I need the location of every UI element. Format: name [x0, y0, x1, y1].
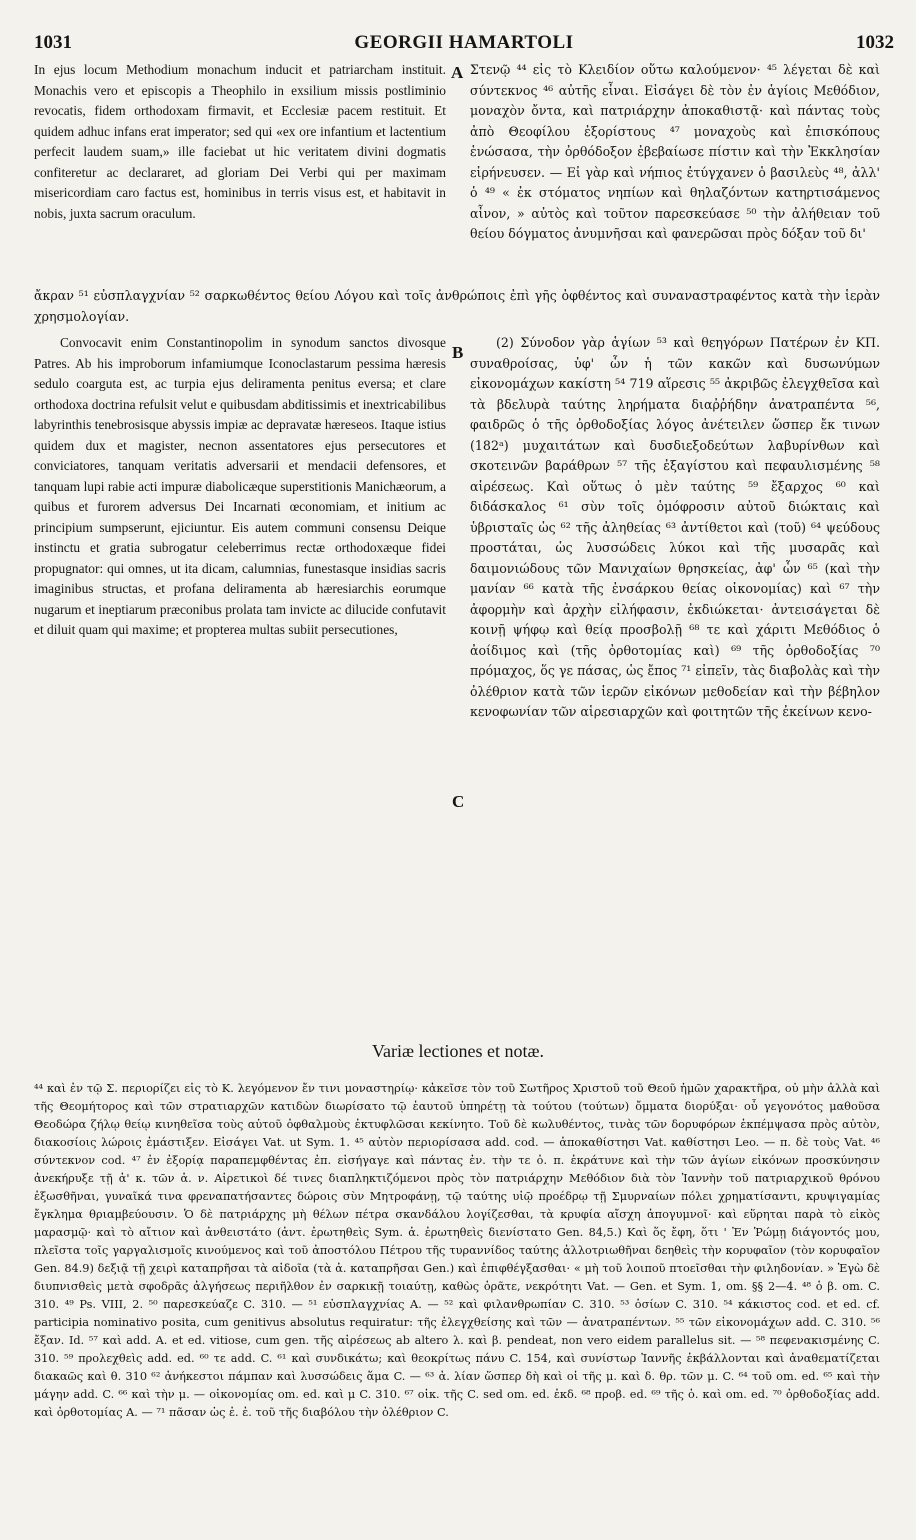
greek-full-width-line: [34, 286, 880, 327]
latin-column-section-b: [34, 333, 446, 641]
running-title: GEORGII HAMARTOLI: [354, 32, 574, 53]
latin-paragraph-1: In ejus locum Methodium monachum inducit et patriarcham instituit. Monachis vero et episcopis a Theophilo in exsilium missis postliminio revocatis, fidem orthodoxam firmavit, et Ecclesiæ pacem restituit. Et quidem adhuc infans erat imperator; sed qui «ex ore infantium et lactentium perfecit laudem suam,» ille faciebat ut hic veritatem divini dogmatis confiteretur ac declararet, ad gloriam Dei Verbi qui per maximam misericordiam caro factus est, hominibus in terris visus est, et habitavit in nobis, juxta sacrum oraculum.: [34, 62, 446, 221]
greek-column-section-b: [470, 333, 880, 723]
greek-column-section-a: [470, 60, 880, 290]
notes-heading: Variæ lectiones et notæ.: [372, 1041, 544, 1061]
latin-paragraph-2: Convocavit enim Constantinopolim in synodum sanctos divosque Patres. Ab his improborum infamiumque Iconoclastarum pessima hæresis sedulo coarguta est, ac turpia ejus deliramenta penitus eversa; et clare orthodoxa doctrina refulsit velut e quibusdam abditissimis et inextricabilibus labyrinthis tenebrosisque abyssis impiæ ac depravatæ hæreseos. Itaque istius quidem dux et magister, necnon assentatores ejus persecutores et conviciatores, tanquam veritatis adversarii et mendacii defensores, et tanquam lupi rabie acti impuræ diabolicæque superstitionis Manichæorum, a quibus et furorem adversus Dei Incarnati œconomiam, et initium ac principium sumpserunt, ejiciuntur. Eis autem communi consensu Deique instinctu et gratia subrogatur celeberrimus rectæ orthodoxæque fidei propugnator: qui omnes, ut ita dicam, calumnias, funestasque insidias sacris imaginibus structas, et profana deliramenta ab hæresiarchis eorumque nugarum et ineptiarum præconibus prolata tam invicte ac dilucide confutavit et diluit quam qui maxime; et propterea multas subiit persecutiones,: [34, 335, 446, 637]
running-header: [34, 32, 894, 56]
greek-paragraph-2: (2) Σύνοδον γὰρ ἁγίων ⁵³ καὶ θεηγόρων Πατέρων ἐν ΚΠ. συναθροίσας, ὑφ' ὧν ἡ τῶν κακῶν καὶ δυσωνύμων εἰκονομάχων κακίστη ⁵⁴ 719 αἵρεσις ⁵⁵ ἀκριβῶς ἐλεγχθεῖσα καὶ τὰ βδελυρὰ ταύτης ληρήματα διαῤῥήδην ἀνατραπέντα ⁵⁶, φαιδρῶς ὁ τῆς ὀρθοδοξίας λόγος ἀνέτειλεν ὥσπερ ἔκ τινων (182ᵃ) μυχαιτάτων καὶ δυσδιεξοδεύτων λαβυρίνθων καὶ σκοτεινῶν βαράθρων ⁵⁷ τῆς ἐξαγίστου καὶ πεφαυλισμένης ⁵⁸ αἱρέσεως. Καὶ οὕτως ὁ μὲν ταύτης ⁵⁹ ἔξαρχος ⁶⁰ καὶ διδάσκαλος ⁶¹ σὺν τοῖς ὁμόφροσιν αὐτοῦ διώκταις καὶ ὑβρισταῖς ὡς ⁶² τῆς ἀληθείας ⁶³ ἀντίθετοι καὶ (τοῦ) ⁶⁴ ψεύδους προστάται, ὡς λυσσώδεις λύκοι καὶ τῆς μυσαρᾶς καὶ δαιμονιώδους τῶν Μανιχαίων θρησκείας, ἀφ' ὧν ⁶⁵ (καὶ τὴν μανίαν ⁶⁶ κατὰ τῆς ἐνσάρκου θείας οἰκονομίας) καὶ ⁶⁷ τὴν ἀφορμὴν καὶ ἀρχὴν εἰλήφασιν, ἐκδιώκεται· ἀντεισάγεται δὲ κοινῇ ψήφῳ καὶ θείᾳ προσβολῇ ⁶⁸ τε καὶ χάριτι Μεθόδιος ὁ ἀοίδιμος καὶ (τῆς ὀρθοτομίας καὶ) ⁶⁹ τῆς ὀρθοδοξίας ⁷⁰ πρόμαχος, ὅς γε πάσας, ὡς ἔπος ⁷¹ εἰπεῖν, τὰς διαβολὰς καὶ τὴν ὀλέθριον κατὰ τῶν ἱερῶν εἰκόνων μεθοδείαν καὶ τὴν βέβηλον κενοφωνίαν τῶν αἱρεσιαρχῶν καὶ φοιτητῶν τῆς ἐκείνων κενο-: [470, 335, 880, 719]
margin-letter-b: B: [452, 343, 464, 362]
margin-letter-a: A: [451, 63, 464, 82]
latin-column-section-a: [34, 60, 446, 290]
notes-block: [34, 1080, 880, 1422]
left-page-number: 1031: [34, 32, 72, 53]
greek-continuation: ἄκραν ⁵¹ εὐσπλαγχνίαν ⁵² σαρκωθέντος θείου Λόγου καὶ τοῖς ἀνθρώποις ἐπὶ γῆς ὀφθέντος καὶ συναναστραφέντος κατὰ τὴν ἱερὰν χρησμολογίαν.: [34, 288, 880, 324]
margin-letter-c: C: [452, 792, 465, 811]
greek-paragraph-1: Στενῷ ⁴⁴ εἰς τὸ Κλειδίον οὕτω καλούμενον· ⁴⁵ λέγεται δὲ καὶ σύντεκνος ⁴⁶ αὐτῆς εἶναι. Εἰσάγει δὲ τὸν ἐν ἁγίοις Μεθόδιον, μοναχὸν ὄντα, καὶ πατριάρχην ἀποκαθιστᾷ· καὶ πάντας τοὺς ἀπὸ Θεοφίλου ἐξορίστους ⁴⁷ μοναχοὺς καὶ ἐπισκόπους ἑνώσασα, τὴν ὀρθόδοξον ἐβεβαίωσε πίστιν καὶ τὴν Ἐκκλησίαν εἰρήνευσεν. — Εἰ γὰρ καὶ νήπιος ἐτύγχανεν ὁ βασιλεὺς ⁴⁸, ἀλλ' ὁ ⁴⁹ « ἐκ στόματος νηπίων καὶ θηλαζόντων κατηρτισάμενος αἶνον, » αὐτὸς καὶ τοῦτον παρεσκεύασε ⁵⁰ τὴν ἀλήθειαν τοῦ θείου δόγματος ἀνυμνῆσαι καὶ φανερῶσαι πρὸς δόξαν τοῦ δι': [470, 62, 880, 241]
right-page-number: 1032: [856, 32, 894, 53]
notes-text: ⁴⁴ καὶ ἐν τῷ Σ. περιορίζει εἰς τὸ Κ. λεγόμενον ἔν τινι μοναστηρίῳ· κἀκεῖσε τὸν τοῦ Σωτῆρος Χριστοῦ τοῦ Θεοῦ ἡμῶν χαρακτῆρα, οὐ μὴν ἀλλὰ καὶ τῆς Θεομήτορος καὶ τῶν στρατιαρχῶν κατιδὼν διωρίσατο τῷ ἑαυτοῦ ὑπηρέτῃ τὰ τούτου (τούτων) ὄμματα διορύξαι· οὗ γεγονότος μαθοῦσα Θεοδώρα ζήλῳ θείῳ κινηθεῖσα τοὺς αὐτοῦ ὀφθαλμοὺς ἐκτυφλῶσαι κεκίνητο. Τοῦ δὲ κωλυθέντος, τινὰς τῶν δορυφόρων ἐκπέμψασα πρὸς αὐτὸν, διακοσίοις λώροις ἐμάστιξεν. Εἰσάγει Vat. ut Sym. 1. ⁴⁵ αὐτὸν περιορίσασα add. cod. — ἀποκαθίστησι Vat. καθίστησι Leo. — π. δὲ τοὺς Vat. ⁴⁶ σύντεκνον cod. ⁴⁷ ἐν ἐξορίᾳ παραπεμφθέντας ἐπ. εἰσήγαγε καὶ πάντας ἐν. τὴν τε ὀ. π. ἐκράτυνε καὶ τὴν τῶν ἁγίων εἰκόνων προσκύνησιν ἀνεκήρυξε τῇ ἀ' κ. τῶν ἀ. ν. Αἱρετικοὶ δέ τινες διαπληκτιζόμενοι πρὸς τὸν πατριάρχην Μεθόδιον διὰ τὸν Ἰαννὴν τοῦ πατριαρχικοῦ θρόνου ἐξωσθῆναι, γυναῖκά τινα φρεναπατήσαντες δώροις σὺν Μητροφάνῃ, τῷ ταύτης υἱῷ προέδρῳ τῇ Σμυρναίων πόλει χρηματίσαντι, κρυψιγαμίας ἔγκλημα θριαμβεύουσιν. Ὁ δὲ πατριάρχης μὴ θέλων πέτρα σκανδάλου λογίζεσθαι, τὰ κρυφία αἴσχη ἀπογυμνοῖ· καὶ εὕρηται παρὰ τὸ εἰκὸς μαρασμῷ· καὶ τὸ αἴτιον καὶ ἀνθειστάτο (ἀντ. ἐρωτηθεὶς Sym. ἀ. ἐρωτηθεὶς διενίστατο Gen. 84,5.) Καὶ ὅς ἔφη, ὅτι ' Ἐν Ῥώμῃ διάγοντός μου, πλεῖστα τοῖς γαργαλισμοῖς κινούμενος καὶ τοῦ ἀποστόλου Πέτρου τῆς τυραννίδος ταύτης ἀλλοτριωθῆναι δεηθεὶς τὴν κορυφαῖον (τὸν κορυφαῖον Gen. 84.9) δεξιᾷ τῇ χειρὶ καταπρῆσαι τὰ αἰδοῖα (τὰ ἀ. καταπρῆσαι Gen.) καὶ ἐπιφθέγξασθαι· « μὴ τοῦ λοιποῦ πτοεῖσθαι τὴν φιληδονίαν. » Ἐγὼ δὲ διυπνισθεὶς μετὰ σφοδρᾶς ἀλγήσεως περιῆλθον ἐν σαρκικῇ τοιαύτῃ, καθὼς ὁρᾶτε, νεκρότητι Vat. — Gen. et Sym. 1, om. §§ 2—4. ⁴⁸ ὁ β. om. C. 310. ⁴⁹ Ps. VIII, 2. ⁵⁰ παρεσκεύαζε C. 310. — ⁵¹ εὐσπλαγχνίας A. — ⁵² καὶ φιλανθρωπίαν C. 310. ⁵³ ὁσίων C. 310. ⁵⁴ κάκιστος cod. et ed. cf. participia nominativo posita, cum genitivus absolutus requiratur: τῆς ἐλεγχθείσης καὶ τῶν — ἀνατραπέντων. ⁵⁵ τῶν εἰκονομάχων add. C. 310. ⁵⁶ ἔξαν. Id. ⁵⁷ καὶ add. A. et ed. vitiose, cum gen. τῆς αἱρέσεως ab altero λ. καὶ β. pendeat, non vero eidem parallelus sit. — ⁵⁸ πεφενακισμένης C. 310. ⁵⁹ προλεχθεὶς add. ed. ⁶⁰ τε add. C. ⁶¹ καὶ συνδικάτω; καὶ θεοκρίτως πάνυ C. 154, καὶ συνίστωρ Ἰαννῆς ἐκβάλλονται καὶ ἀναθεματίζεται διακαῶς καὶ θ. 310 ⁶² ἀνήκεστοι πάμπαν καὶ λυσσώδεις ἅμα C. — ⁶³ ἀ. λίαν ὥσπερ δὴ καὶ οἱ τῆς μ. καὶ δ. θρ. τῶν μ. C. ⁶⁴ τοῦ om. ed. ⁶⁵ καὶ τὴν μάγην add. C. ⁶⁶ καὶ τὴν μ. — οἰκονομίας om. ed. καὶ μ C. 310. ⁶⁷ οἰκ. τῆς C. sed om. ed. ἐκδ. ⁶⁸ προβ. ed. ⁶⁹ τῆς ὁ. καὶ om. ed. ⁷⁰ ὀρθοδοξίας add. καὶ ὀρθοτομίας A. — ⁷¹ πᾶσαν ὡς ἐ. ἐ. τοῦ τῆς διαβόλου τὴν ὀλέθριον C.: [34, 1082, 880, 1419]
